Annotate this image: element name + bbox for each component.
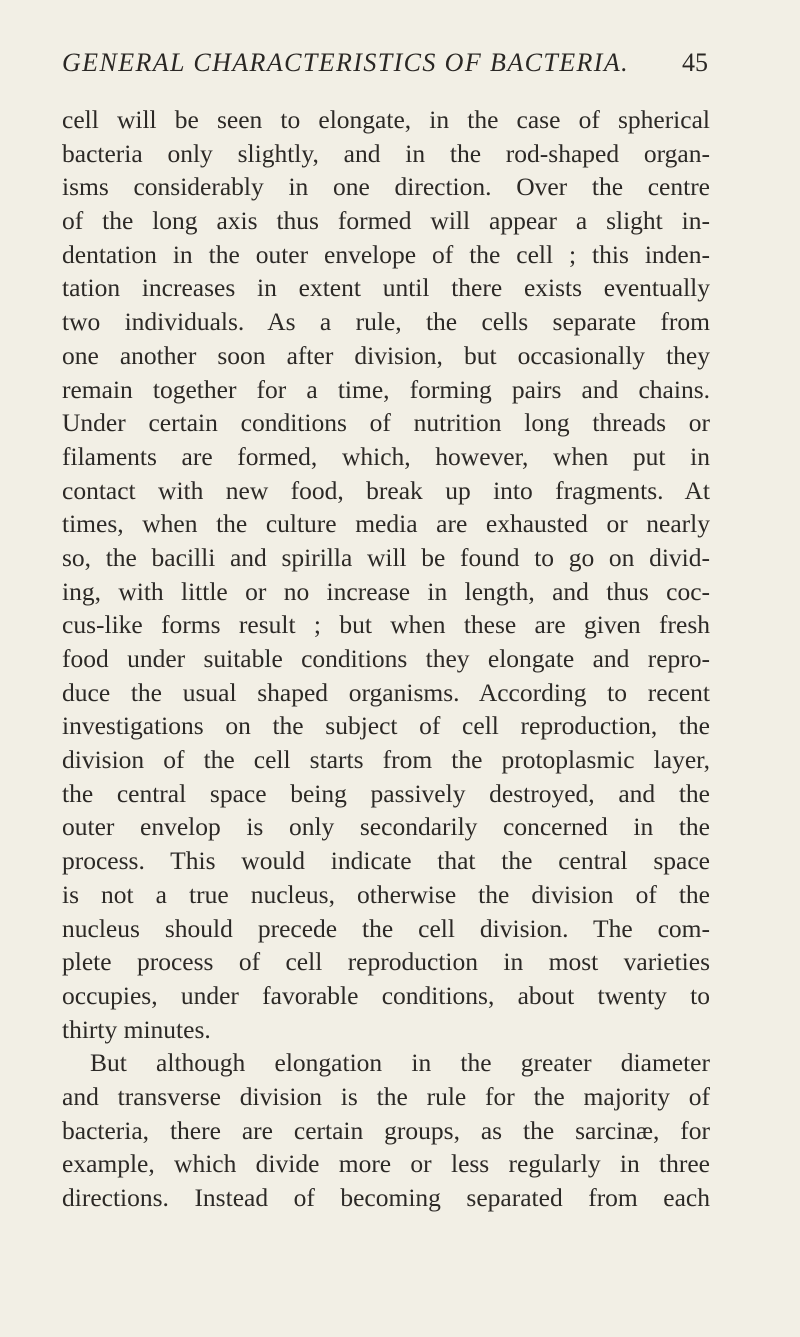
text-line: filaments are formed, which, however, when put in: [62, 441, 710, 471]
text-line: contact with new food, break up into fragments. At: [62, 475, 710, 505]
text-line: is not a true nucleus, otherwise the division of the: [62, 879, 710, 909]
paragraph-2: [62, 1046, 710, 1214]
running-head: [62, 48, 708, 84]
running-title: GENERAL CHARACTERISTICS OF BACTERIA.: [62, 48, 630, 77]
text-line: outer envelop is only secondarily concerned in the: [62, 812, 710, 842]
paragraph-1: [62, 103, 710, 1046]
text-line: one another soon after division, but occasionally they: [62, 340, 710, 370]
text-line: investigations on the subject of cell reproduction, the: [62, 711, 710, 741]
text-line: occupies, under favorable conditions, about twenty to: [62, 980, 710, 1010]
text-line: of the long axis thus formed will appear a slight in-: [62, 206, 710, 236]
page-number: 45: [682, 48, 708, 77]
text-line: two individuals. As a rule, the cells separate from: [62, 307, 710, 337]
text-line: directions. Instead of becoming separated from each: [62, 1183, 710, 1212]
text-line: division of the cell starts from the protoplasmic layer,: [62, 745, 710, 775]
text-line: times, when the culture media are exhausted or nearly: [62, 509, 710, 539]
text-line: bacteria only slightly, and in the rod-shaped organ-: [62, 138, 710, 168]
text-line: dentation in the outer envelope of the cell ; this inden-: [62, 239, 710, 269]
text-line: plete process of cell reproduction in most varieties: [62, 947, 710, 977]
text-line: nucleus should precede the cell division. The com-: [62, 913, 710, 943]
text-line: duce the usual shaped organisms. According to recent: [62, 677, 710, 707]
text-line: food under suitable conditions they elongate and repro-: [62, 644, 710, 673]
text-line: example, which divide more or less regularly in three: [62, 1149, 710, 1179]
text-line: Under certain conditions of nutrition long threads or: [62, 408, 710, 438]
text-line: cus-like forms result ; but when these are given fresh: [62, 610, 710, 640]
text-line: the central space being passively destroyed, and the: [62, 778, 710, 808]
text-line: tation increases in extent until there exists eventually: [62, 273, 710, 303]
text-line: But although elongation in the greater diameter: [90, 1048, 710, 1078]
text-line: and transverse division is the rule for the majority of: [62, 1081, 710, 1111]
text-line: thirty minutes.: [62, 1014, 211, 1044]
text-line: process. This would indicate that the central space: [62, 846, 710, 876]
text-line: isms considerably in one direction. Over the centre: [62, 172, 710, 202]
text-line: cell will be seen to elongate, in the case of spherical: [62, 105, 710, 134]
body-text: [62, 103, 710, 1215]
text-line: remain together for a time, forming pairs and chains.: [62, 374, 710, 404]
text-line: ing, with little or no increase in length, and thus coc-: [62, 576, 710, 606]
text-line: bacteria, there are certain groups, as the sarcinæ, for: [62, 1115, 710, 1145]
text-line: so, the bacilli and spirilla will be found to go on divid-: [62, 542, 710, 572]
